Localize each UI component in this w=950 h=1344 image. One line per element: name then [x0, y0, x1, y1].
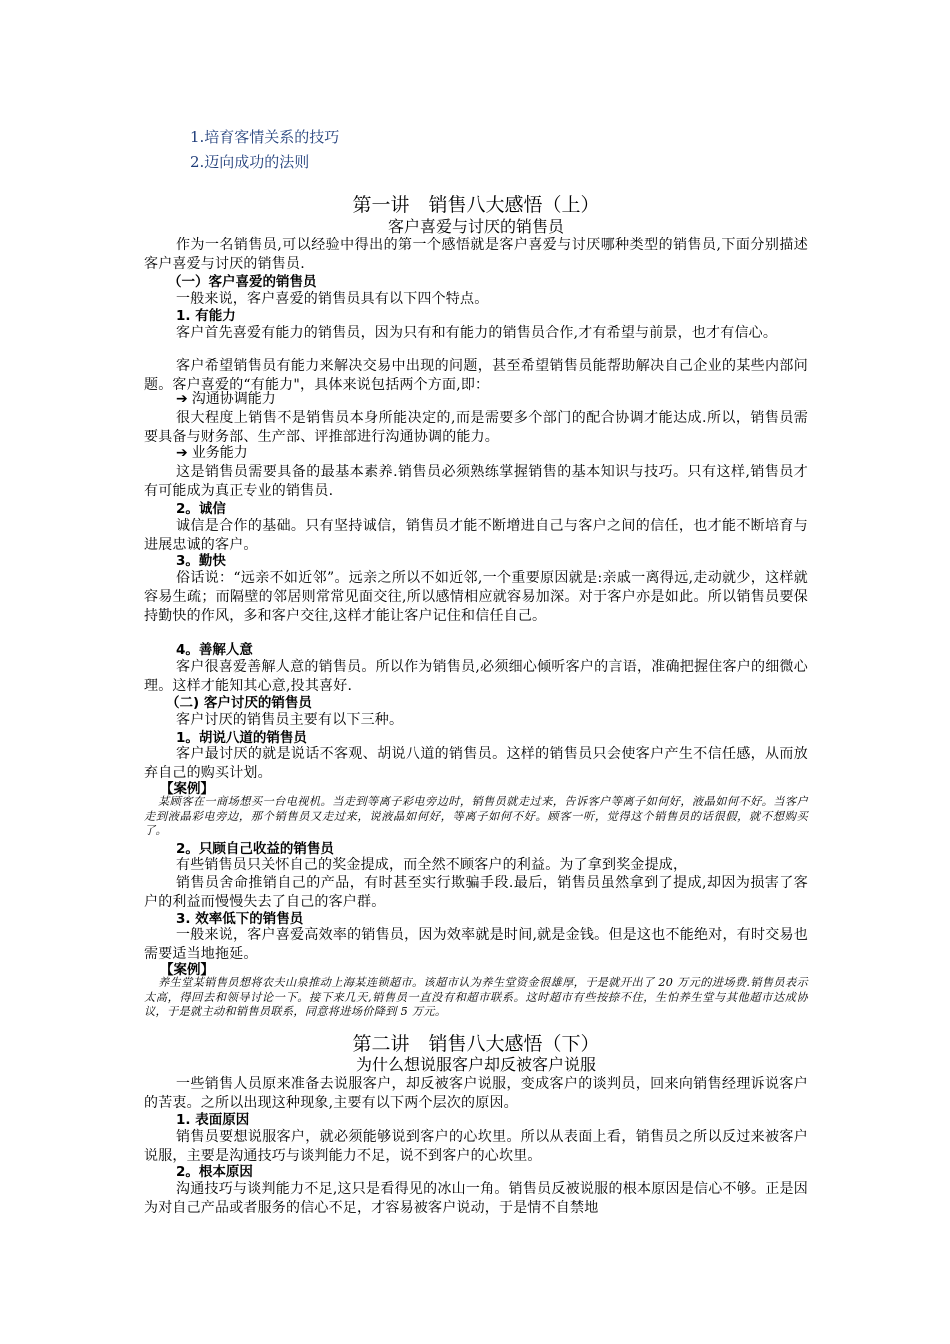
toc-item[interactable]: 2.迈向成功的法则	[190, 153, 310, 171]
paragraph: 客户希望销售员有能力来解决交易中出现的问题，甚至希望销售员能帮助解决自己企业的某些内部问题。客户喜爱的“有能力"，具体来说包括两个方面,即：	[144, 358, 808, 393]
paragraph: 客户最讨厌的就是说话不客观、胡说八道的销售员。这样的销售员只会使客户产生不信任感，从而放弃自己的购买计划。	[144, 746, 808, 781]
paragraph: 有些销售员只关怀自己的奖金提成，而全然不顾客户的利益。为了拿到奖金提成，	[176, 857, 688, 873]
bullet-item	[176, 444, 248, 463]
subheading: 2。诚信	[176, 501, 226, 517]
paragraph: 客户很喜爱善解人意的销售员。所以作为销售员,必须细心倾听客户的言语，准确把握住客户的细微心理。这样才能知其心意,投其喜好.	[144, 659, 808, 694]
paragraph: 作为一名销售员,可以经验中得出的第一个感悟就是客户喜爱与讨厌哪种类型的销售员,下面分别描述客户喜爱与讨厌的销售员.	[144, 237, 808, 272]
subheading: 2。根本原因	[176, 1164, 253, 1180]
case-text: 某顾客在一商场想买一台电视机。当走到等离子彩电旁边时，销售员就走过来，告诉客户等离子如何好，液晶如何不好。当客户走到液晶彩电旁边，那个销售员又走过来，说液晶如何好，等离子如何不好。顾客一听，觉得这个销售员的话很假，就不想购买了。	[144, 795, 808, 837]
lecture-2-title: 第二讲 销售八大感悟（下）	[352, 1033, 600, 1055]
paragraph: 一般来说，客户喜爱的销售员具有以下四个特点。	[176, 291, 489, 307]
paragraph: 这是销售员需要具备的最基本素养.销售员必须熟练掌握销售的基本知识与技巧。只有这样,销售员才有可能成为真正专业的销售员.	[144, 464, 808, 499]
paragraph: 销售员舍命推销自己的产品，有时甚至实行欺骗手段.最后，销售员虽然拿到了提成,却因为损害了客户的利益而慢慢失去了自己的客户群。	[144, 875, 808, 910]
subheading: 1. 有能力	[176, 308, 236, 324]
paragraph: 沟通技巧与谈判能力不足,这只是看得见的冰山一角。销售员反被说服的根本原因是信心不够。正是因为对自己产品或者服务的信心不足，才容易被客户说动，于是情不自禁地	[144, 1181, 808, 1216]
subheading: 3。勤快	[176, 553, 226, 569]
bullet-label: 业务能力	[191, 445, 248, 461]
paragraph: 诚信是合作的基础。只有坚持诚信，销售员才能不断增进自己与客户之间的信任，也才能不断培育与进展忠诚的客户。	[144, 518, 808, 553]
lecture-2-subtitle: 为什么想说服客户却反被客户说服	[355, 1055, 596, 1074]
subheading: 2。只顾自己收益的销售员	[176, 841, 334, 857]
paragraph: 一些销售人员原来准备去说服客户，却反被客户说服，变成客户的谈判员，回来向销售经理诉说客户的苦衷。之所以出现这种现象,主要有以下两个层次的原因。	[144, 1076, 808, 1111]
case-text: 养生堂某销售员想将农夫山泉推动上海某连锁超市。该超市认为养生堂资金很雄厚，于是就开出了 20 万元的进场费.销售员表示太高，得回去和领导讨论一下。接下来几天,销售员一直没有和超市联系。这时超市有些按捺不住，生怕养生堂与其他超市达成协议，于是就主动和销售员联系，同意将进场价降到 5 万元。	[144, 976, 808, 1018]
paragraph: 很大程度上销售不是销售员本身所能决定的,而是需要多个部门的配合协调才能达成.所以，销售员需要具备与财务部、生产部、评推部进行沟通协调的能力。	[144, 410, 808, 445]
paragraph: 客户讨厌的销售员主要有以下三种。	[176, 712, 404, 728]
bullet-label: 沟通协调能力	[191, 391, 276, 407]
subheading: 4。善解人意	[176, 642, 253, 658]
paragraph: 俗话说：“远亲不如近邻”。远亲之所以不如近邻,一个重要原因就是:亲戚一离得远,走动就少，这样就容易生疏；而隔壁的邻居则常常见面交往,所以感情相应就容易加深。对于客户亦是如此。所以销售员要保持勤快的作风，多和客户交往,这样才能让客户记住和信任自己。	[144, 570, 808, 624]
bullet-item	[176, 390, 276, 409]
lecture-1-subtitle: 客户喜爱与讨厌的销售员	[387, 217, 564, 236]
paragraph: 一般来说，客户喜爱高效率的销售员，因为效率就是时间,就是金钱。但是这也不能绝对，有时交易也需要适当地拖延。	[144, 927, 808, 962]
subheading: 1. 表面原因	[176, 1112, 250, 1128]
paragraph: 销售员要想说服客户，就必须能够说到客户的心坎里。所以从表面上看，销售员之所以反过来被客户说服，主要是沟通技巧与谈判能力不足，说不到客户的心坎里。	[144, 1129, 808, 1164]
case-label: 【案例】	[160, 962, 214, 978]
arrow-right-icon: ➔	[176, 391, 188, 407]
arrow-right-icon: ➔	[176, 445, 188, 461]
lecture-1-title: 第一讲 销售八大感悟（上）	[352, 194, 600, 216]
section-heading: （二) 客户讨厌的销售员	[166, 695, 312, 711]
toc-item[interactable]: 1.培育客情关系的技巧	[190, 128, 340, 146]
case-label: 【案例】	[160, 781, 214, 797]
subheading: 3. 效率低下的销售员	[176, 911, 304, 927]
subheading: 1。胡说八道的销售员	[176, 730, 307, 746]
section-heading: （一）客户喜爱的销售员	[168, 274, 317, 290]
paragraph: 客户首先喜爱有能力的销售员，因为只有和有能力的销售员合作,才有希望与前景，也才有信心。	[176, 325, 778, 341]
